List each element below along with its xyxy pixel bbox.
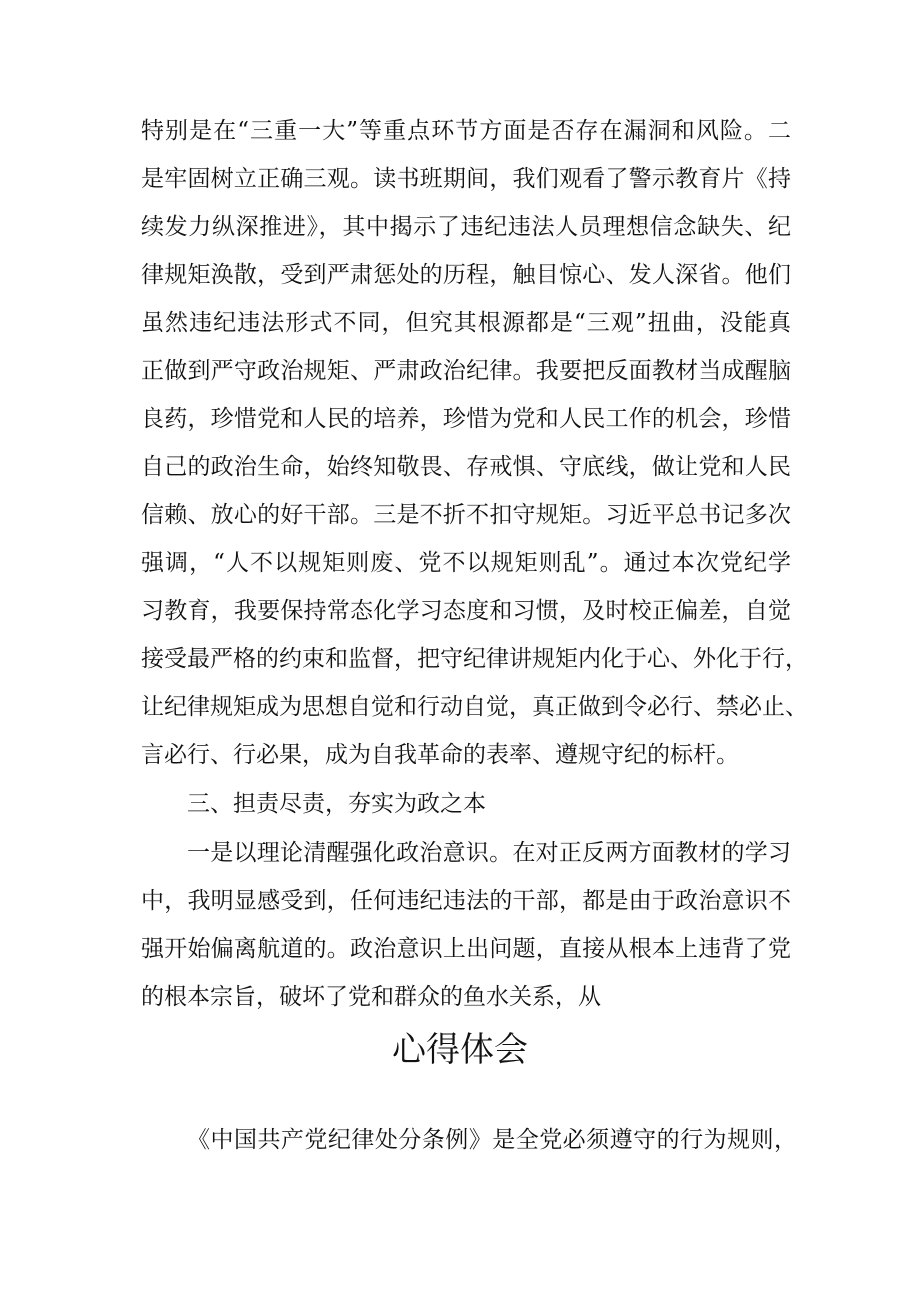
body-line: 接受最严格的约束和监督，把守纪律讲规矩内化于心、外化于行，: [141, 646, 808, 672]
body-line: 虽然违纪违法形式不同，但究其根源都是“三观”扭曲，没能真: [141, 310, 791, 336]
body-line: 习教育，我要保持常态化学习态度和习惯，及时校正偏差，自觉: [141, 598, 791, 624]
body-line: 强调，“人不以规矩则废、党不以规矩则乱”。通过本次党纪学: [141, 550, 791, 576]
document-title: 心得体会: [392, 1030, 528, 1070]
body-line: 言必行、行必果，成为自我革命的表率、遵规守纪的标杆。: [141, 742, 739, 768]
body-line: 是牢固树立正确三观。读书班期间，我们观看了警示教育片《持: [141, 166, 791, 192]
body-line: 自己的政治生命，始终知敬畏、存戒惧、守底线，做让党和人民: [141, 454, 791, 480]
section-heading: 三、担责尽责，夯实为政之本: [187, 791, 486, 817]
body-line: 良药，珍惜党和人民的培养，珍惜为党和人民工作的机会，珍惜: [141, 406, 791, 432]
body-line: 正做到严守政治规矩、严肃政治纪律。我要把反面教材当成醒脑: [141, 358, 791, 384]
body-line: 让纪律规矩成为思想自觉和行动自觉，真正做到令必行、禁必止、: [141, 694, 808, 720]
body-line: 信赖、放心的好干部。三是不折不扣守规矩。习近平总书记多次: [141, 502, 791, 528]
body-line: 一是以理论清醒强化政治意识。在对正反两方面教材的学习: [187, 840, 791, 866]
body-line: 中，我明显感受到，任何违纪违法的干部，都是由于政治意识不: [141, 888, 791, 914]
body-line: 续发力纵深推进》，其中揭示了违纪违法人员理想信念缺失、纪: [141, 214, 791, 240]
body-line: 特别是在“三重一大”等重点环节方面是否存在漏洞和风险。二: [141, 118, 791, 144]
body-line: 的根本宗旨，破坏了党和群众的鱼水关系，从: [141, 984, 601, 1010]
body-line: 强开始偏离航道的。政治意识上出问题，直接从根本上违背了党: [141, 936, 791, 962]
body-line: 律规矩涣散，受到严肃惩处的历程，触目惊心、发人深省。他们: [141, 262, 791, 288]
intro-line: 《中国共产党纪律处分条例》是全党必须遵守的行为规则，: [187, 1127, 797, 1153]
